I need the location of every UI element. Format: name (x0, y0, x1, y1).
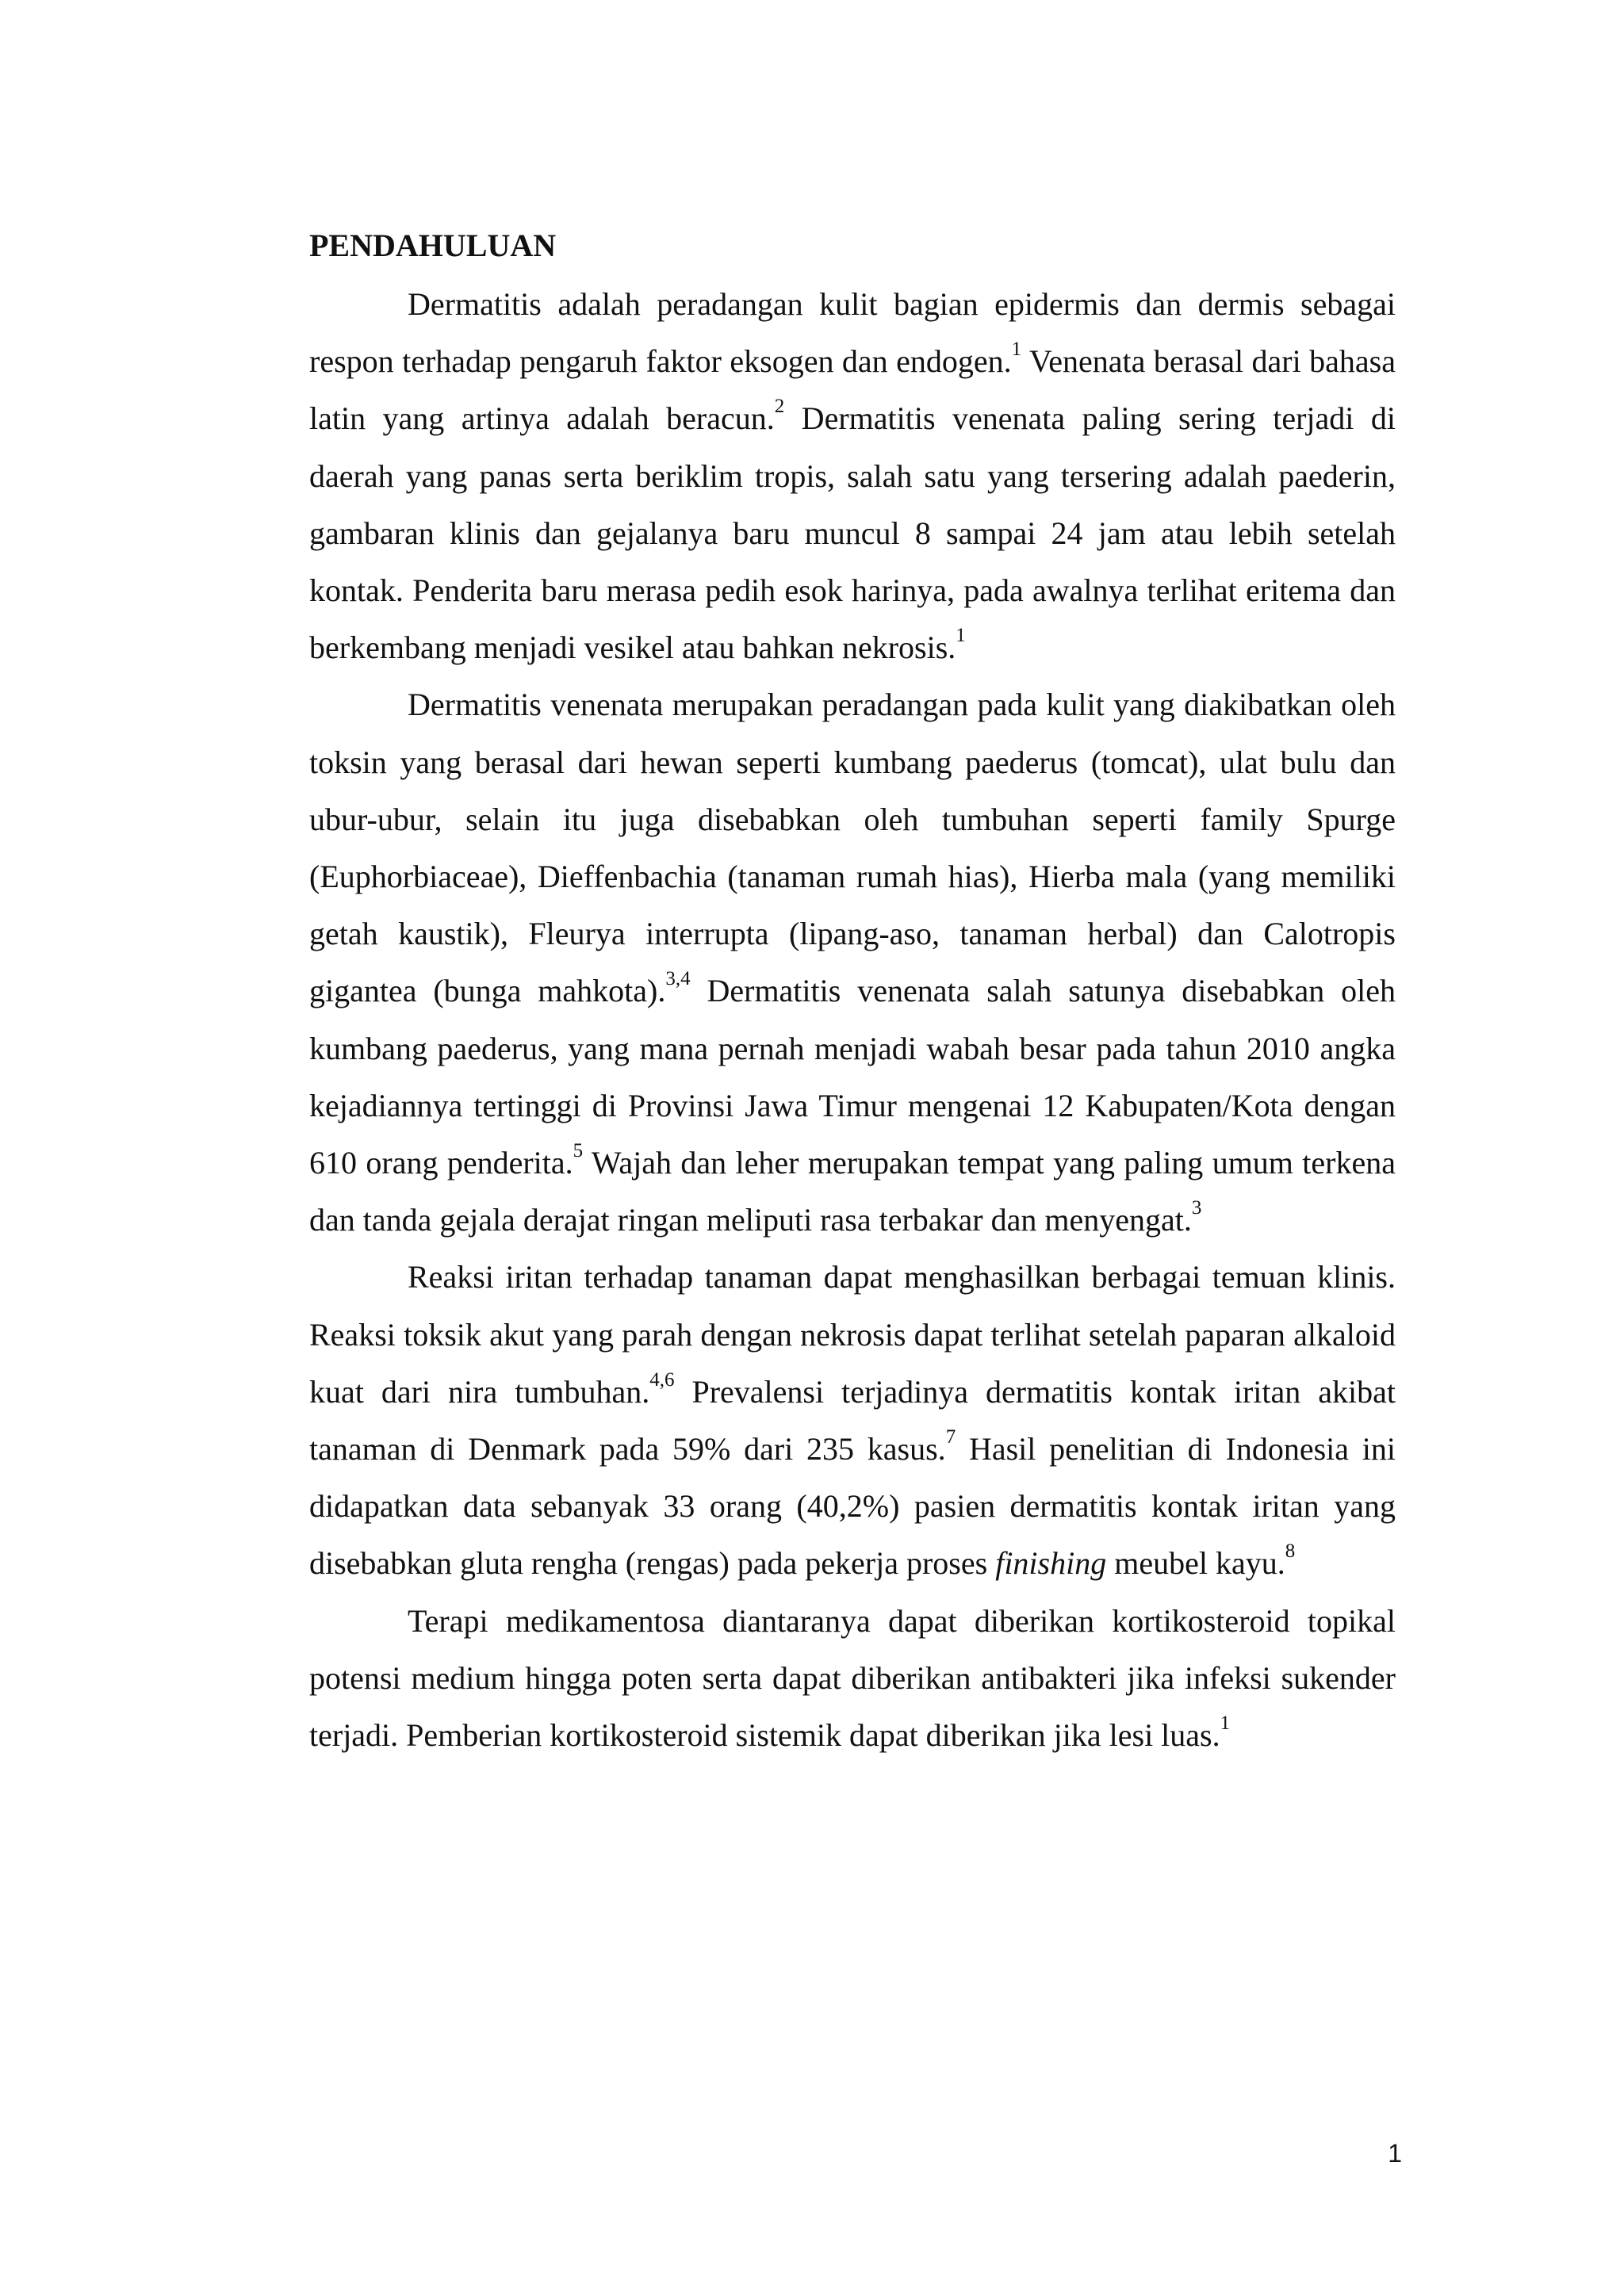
text-run: Dermatitis venenata salah satunya disebabkan oleh kumbang paederus, yang mana pernah menjadi wabah besar pada tahun 2010 angka kejadiannya tertinggi di Provinsi Jawa Timur mengenai 12 Kabupaten/Kota dengan 610 orang penderita. (309, 973, 1396, 1181)
paragraph (309, 1593, 1396, 1765)
citation-superscript: 7 (945, 1425, 956, 1448)
text-run: Venenata berasal dari bahasa latin yang artinya adalah beracun. (309, 343, 1396, 437)
text-run: Wajah dan leher merupakan tempat yang paling umum terkena dan tanda gejala derajat ringan meliputi rasa terbakar dan menyengat. (309, 1145, 1396, 1238)
page-number: 1 (1388, 2139, 1402, 2168)
citation-superscript: 8 (1285, 1540, 1296, 1563)
paragraph (309, 1249, 1396, 1592)
text-run: Dermatitis adalah peradangan kulit bagian epidermis dan dermis sebagai respon terhadap pengaruh faktor eksogen dan endogen. (309, 286, 1396, 380)
text-run: Dermatitis venenata paling sering terjadi di daerah yang panas serta beriklim tropis, salah satu yang tersering adalah paederin, gambaran klinis dan gejalanya baru muncul 8 sampai 24 jam atau lebih setelah kontak. Penderita baru merasa pedih esok harinya, pada awalnya terlihat eritema dan berkembang menjadi vesikel atau bahkan nekrosis. (309, 400, 1396, 666)
citation-superscript: 1 (1011, 338, 1022, 360)
text-run: meubel kayu. (1106, 1545, 1285, 1582)
page-content (309, 230, 1396, 1764)
italic-term: finishing (995, 1545, 1107, 1582)
citation-superscript: 1 (956, 624, 966, 646)
citation-superscript: 1 (1220, 1712, 1231, 1734)
text-run: Reaksi iritan terhadap tanaman dapat menghasilkan berbagai temuan klinis. Reaksi toksik akut yang parah dengan nekrosis dapat terlihat setelah paparan alkaloid kuat dari nira tumbuhan. (309, 1259, 1396, 1410)
citation-superscript: 3,4 (665, 968, 691, 990)
citation-superscript: 2 (774, 396, 785, 418)
text-run: Terapi medikamentosa diantaranya dapat diberikan kortikosteroid topikal potensi medium hingga poten serta dapat diberikan antibakteri jika infeksi sukender terjadi. Pemberian kortikosteroid sistemik dapat diberikan jika lesi luas. (309, 1602, 1396, 1754)
citation-superscript: 3 (1191, 1197, 1202, 1219)
citation-superscript: 5 (573, 1139, 584, 1161)
text-run: Dermatitis venenata merupakan peradangan pada kulit yang diakibatkan oleh toksin yang berasal dari hewan seperti kumbang paederus (tomcat), ulat bulu dan ubur-ubur, selain itu juga disebabkan oleh tumbuhan seperti family Spurge (Euphorbiaceae), Dieffenbachia (tanaman rumah hias), Hierba mala (yang memiliki getah kaustik), Fleurya interrupta (lipang-aso, tanaman herbal) dan Calotropis gigantea (bunga mahkota). (309, 687, 1396, 1009)
body-text (309, 276, 1396, 1764)
text-run: Hasil penelitian di Indonesia ini didapatkan data sebanyak 33 orang (40,2%) pasien dermatitis kontak iritan yang disebabkan gluta rengha (rengas) pada pekerja proses (309, 1431, 1396, 1582)
paragraph (309, 676, 1396, 1249)
text-run: Prevalensi terjadinya dermatitis kontak iritan akibat tanaman di Denmark pada 59% dari 235 kasus. (309, 1373, 1396, 1468)
paragraph (309, 276, 1396, 676)
citation-superscript: 4,6 (649, 1368, 675, 1391)
section-heading: PENDAHULUAN (309, 228, 557, 263)
